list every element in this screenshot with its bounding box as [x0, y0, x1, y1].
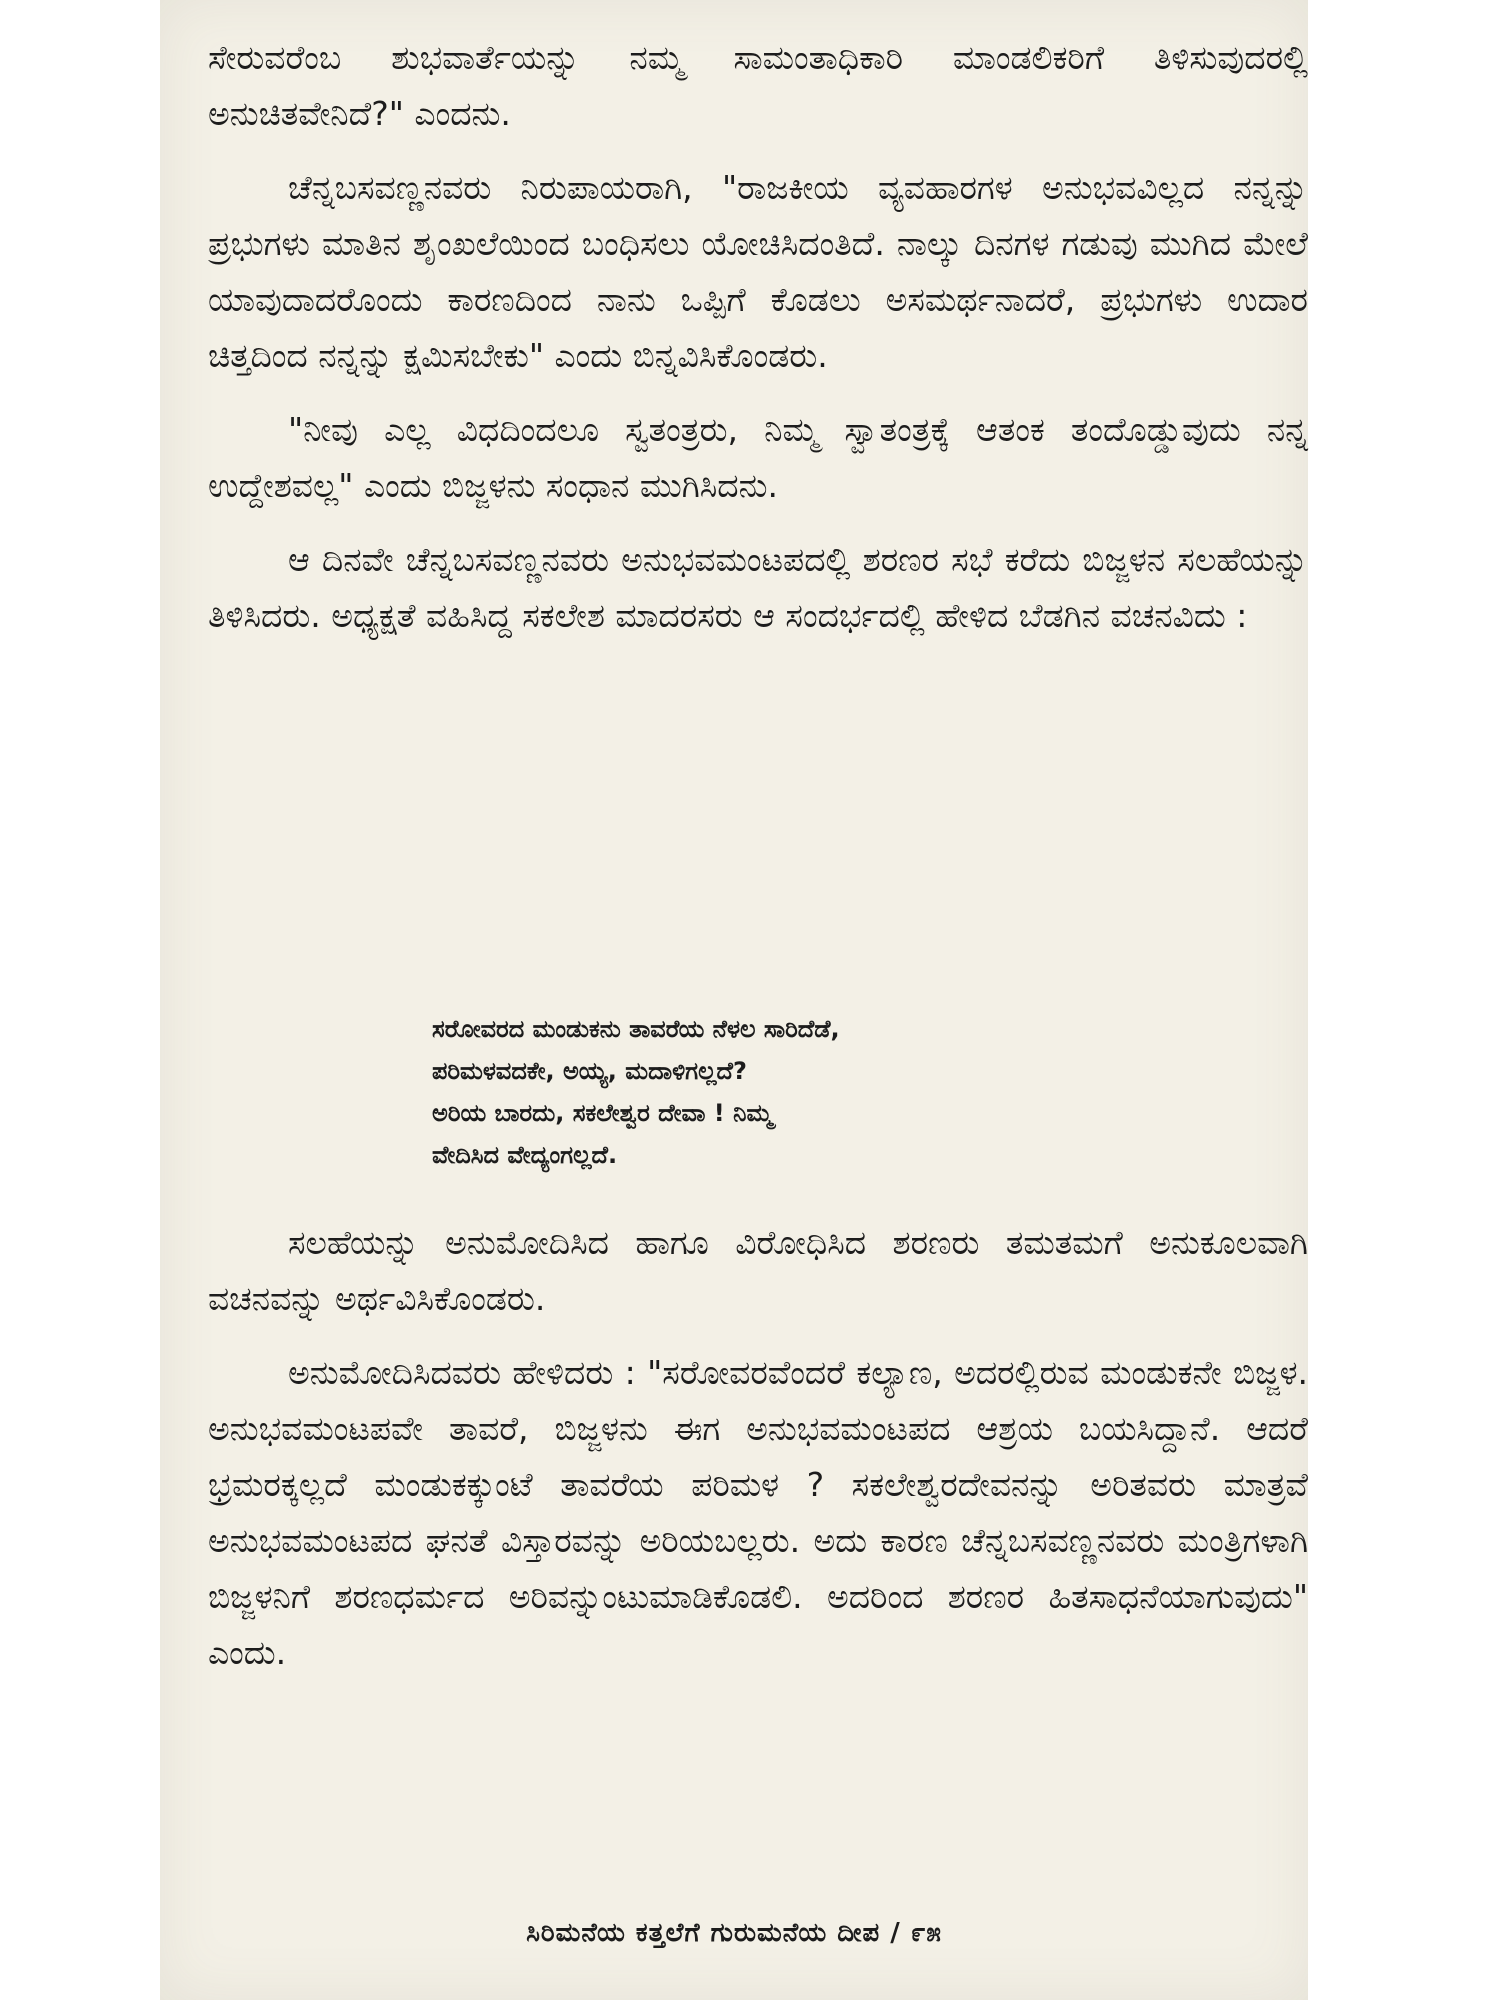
text-block-bottom [208, 1215, 1308, 1699]
paragraph-3: "ನೀವು ಎಲ್ಲ ವಿಧದಿಂದಲೂ ಸ್ವತಂತ್ರರು, ನಿಮ್ಮ ಸ್ವಾತಂತ್ರಕ್ಕೆ ಆತಂಕ ತಂದೊಡ್ಡುವುದು ನನ್ನ ಉದ್ದೇಶವಲ್ಲ" ಎಂದು ಬಿಜ್ಜಳನು ಸಂಧಾನ ಮುಗಿಸಿದನು. [208, 410, 1308, 505]
text-block-top [208, 30, 1308, 662]
paragraph-2: ಚೆನ್ನಬಸವಣ್ಣನವರು ನಿರುಪಾಯರಾಗಿ, "ರಾಜಕೀಯ ವ್ಯವಹಾರಗಳ ಅನುಭವವಿಲ್ಲದ ನನ್ನನ್ನು ಪ್ರಭುಗಳು ಮಾತಿನ ಶೃಂಖಲೆಯಿಂದ ಬಂಧಿಸಲು ಯೋಚಿಸಿದಂತಿದೆ. ನಾಲ್ಕು ದಿನಗಳ ಗಡುವು ಮುಗಿದ ಮೇಲೆ ಯಾವುದಾದರೊಂದು ಕಾರಣದಿಂದ ನಾನು ಒಪ್ಪಿಗೆ ಕೊಡಲು ಅಸಮರ್ಥನಾದರೆ, ಪ್ರಭುಗಳು ಉದಾರ ಚಿತ್ತದಿಂದ ನನ್ನನ್ನು ಕ್ಷಮಿಸಬೇಕು" ಎಂದು ಬಿನ್ನವಿಸಿಕೊಂಡರು. [208, 168, 1308, 375]
paragraph-1: ಸೇರುವರೆಂಬ ಶುಭವಾರ್ತೆಯನ್ನು ನಮ್ಮ ಸಾಮಂತಾಧಿಕಾರಿ ಮಾಂಡಲಿಕರಿಗೆ ತಿಳಿಸುವುದರಲ್ಲಿ ಅನುಚಿತವೇನಿದೆ?" ಎಂದನು. [208, 38, 1308, 133]
vachana-verse: ಸರೋವರದ ಮಂಡುಕನು ತಾವರೆಯ ನೆಳಲ ಸಾರಿದೆಡೆ, ಪರಿಮಳವದಕೇ, ಅಯ್ಯ, ಮದಾಳಿಗಲ್ಲದೆ? ಅರಿಯ ಬಾರದು, ಸಕಲೇಶ್ವರ ದೇವಾ ! ನಿಮ್ಮ ವೇದಿಸಿದ ವೇದ್ಯಂಗಲ್ಲದೆ. [432, 1015, 840, 1169]
paragraph-4: ಆ ದಿನವೇ ಚೆನ್ನಬಸವಣ್ಣನವರು ಅನುಭವಮಂಟಪದಲ್ಲಿ ಶರಣರ ಸಭೆ ಕರೆದು ಬಿಜ್ಜಳನ ಸಲಹೆಯನ್ನು ತಿಳಿಸಿದರು. ಅಧ್ಯಕ್ಷತೆ ವಹಿಸಿದ್ದ ಸಕಲೇಶ ಮಾದರಸರು ಆ ಸಂದರ್ಭದಲ್ಲಿ ಹೇಳಿದ ಬೆಡಗಿನ ವಚನವಿದು : [208, 540, 1308, 635]
paragraph-6: ಅನುಮೋದಿಸಿದವರು ಹೇಳಿದರು : "ಸರೋವರವೆಂದರೆ ಕಲ್ಯಾಣ, ಅದರಲ್ಲಿರುವ ಮಂಡುಕನೇ ಬಿಜ್ಜಳ. ಅನುಭವಮಂಟಪವೇ ತಾವರೆ, ಬಿಜ್ಜಳನು ಈಗ ಅನುಭವಮಂಟಪದ ಆಶ್ರಯ ಬಯಸಿದ್ದಾನೆ. ಆದರೆ ಭ್ರಮರಕ್ಕಲ್ಲದೆ ಮಂಡುಕಕ್ಕುಂಟೆ ತಾವರೆಯ ಪರಿಮಳ ? ಸಕಲೇಶ್ವರದೇವನನ್ನು ಅರಿತವರು ಮಾತ್ರವೆ ಅನುಭವಮಂಟಪದ ಘನತೆ ವಿಸ್ತಾರವನ್ನು ಅರಿಯಬಲ್ಲರು. ಅದು ಕಾರಣ ಚೆನ್ನಬಸವಣ್ಣನವರು ಮಂತ್ರಿಗಳಾಗಿ ಬಿಜ್ಜಳನಿಗೆ ಶರಣಧರ್ಮದ ಅರಿವನ್ನುಂಟುಮಾಡಿಕೊಡಲಿ. ಅದರಿಂದ ಶರಣರ ಹಿತಸಾಧನೆಯಾಗುವುದು" ಎಂದು. [208, 1353, 1308, 1672]
paragraph-5: ಸಲಹೆಯನ್ನು ಅನುಮೋದಿಸಿದ ಹಾಗೂ ವಿರೋಧಿಸಿದ ಶರಣರು ತಮತಮಗೆ ಅನುಕೂಲವಾಗಿ ವಚನವನ್ನು ಅರ್ಥವಿಸಿಕೊಂಡರು. [208, 1223, 1308, 1318]
page-footer: ಸಿರಿಮನೆಯ ಕತ್ತಲೆಗೆ ಗುರುಮನೆಯ ದೀಪ / ೯೫ [526, 1918, 942, 1948]
